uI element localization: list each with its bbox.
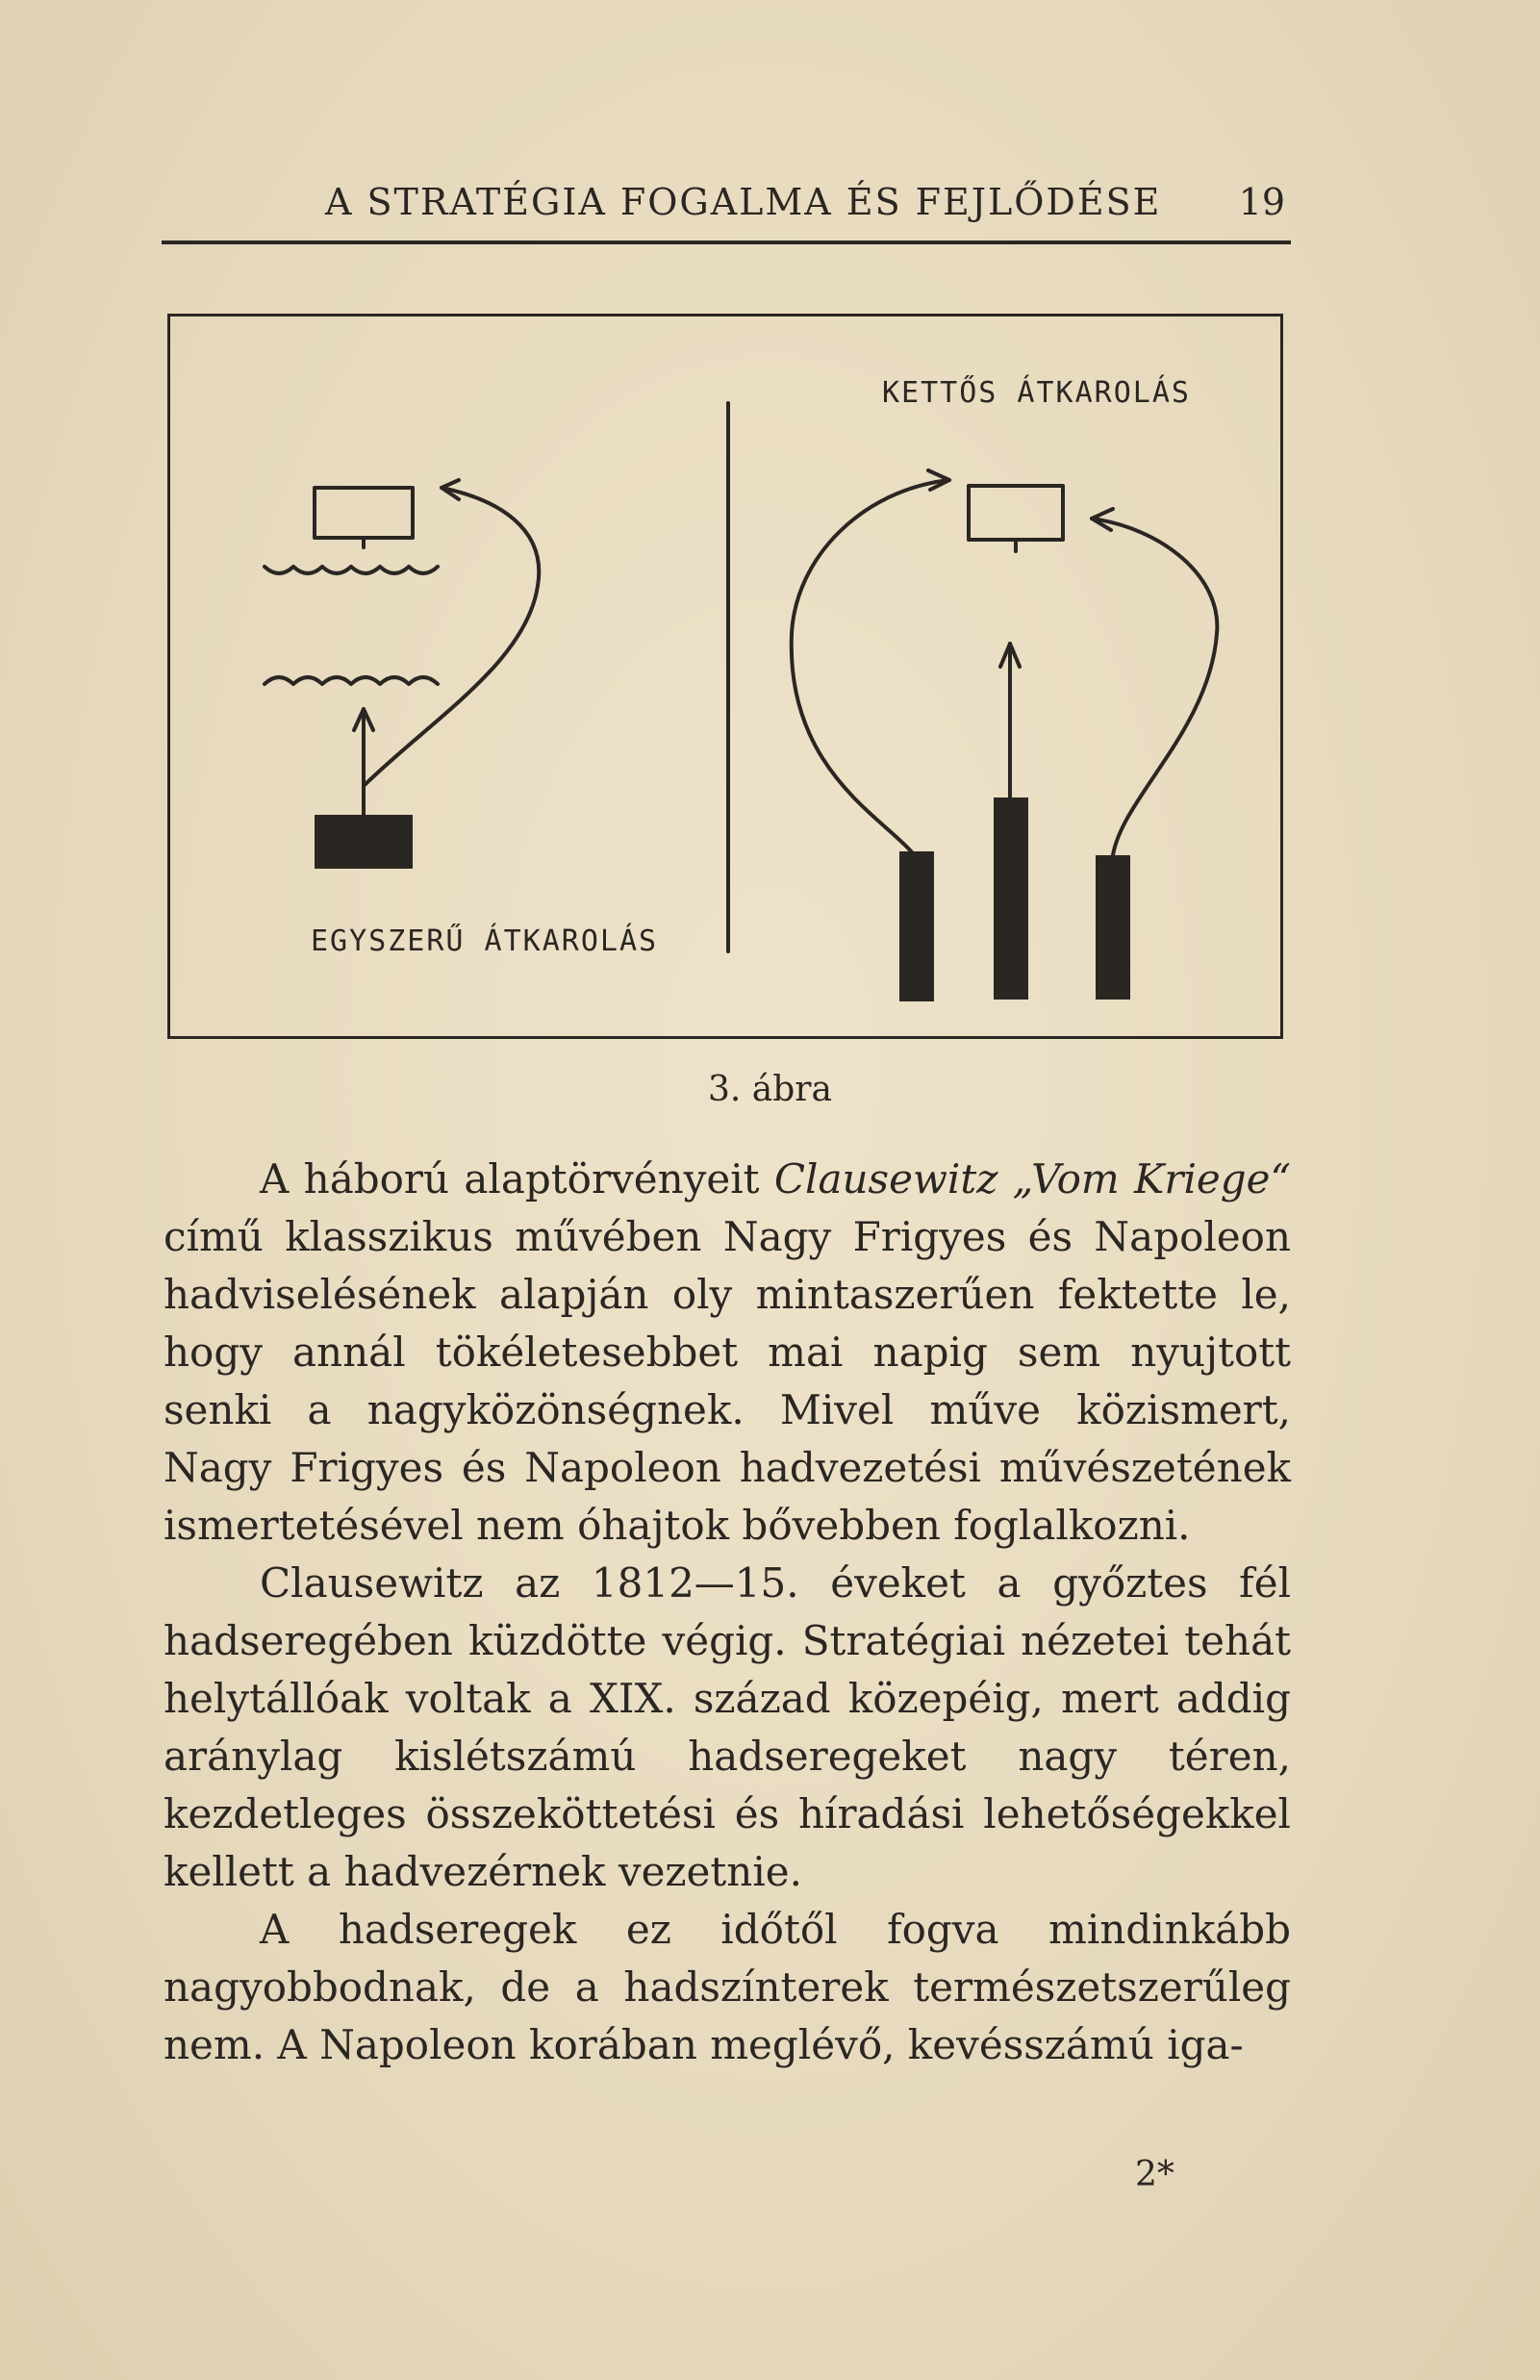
paragraph-3: A hadseregek ez időtől fogva mindinkább nagyobbodnak, de a hadszínterek természetszerűleg nem. A Napoleon korában meglévő, kevésszámú iga- [164, 1906, 1291, 2068]
own-front-line [265, 677, 438, 684]
header-rule [162, 241, 1291, 244]
page-number: 19 [1238, 181, 1285, 223]
running-header [162, 181, 1291, 239]
figure-caption: 3. ábra [708, 1070, 832, 1109]
signature-mark: 2* [1135, 2155, 1174, 2194]
enemy-unit-box [315, 488, 413, 538]
paragraph-2: Clausewitz az 1812—15. éveket a győztes fél hadseregében küzdötte végig. Stratégiai nézetei tehát helytállóak voltak a XIX. század közepéig, mert addig aránylag kislétszámú hadseregeket nagy téren, kezdetleges összeköttetési és híradási lehetőségekkel kellett a hadvezérnek vezetnie. [164, 1559, 1291, 1895]
left-flanking-arrow [792, 480, 949, 853]
right-army-column [1096, 855, 1130, 1000]
enemy-unit-box-right [969, 486, 1063, 540]
figure-3-diagram [167, 314, 1283, 1039]
left-army-column [899, 851, 934, 1001]
paragraph-1-lead: A háború alaptörvényeit [260, 1155, 774, 1203]
own-army-block [315, 815, 413, 869]
enemy-front-line [265, 567, 438, 573]
right-flanking-arrow [1092, 519, 1217, 855]
flanking-arrow [364, 488, 539, 786]
label-double-envelopment: KETTŐS ÁTKAROLÁS [882, 376, 1191, 410]
clausewitz-work-title: Clausewitz „Vom Kriege“ [773, 1155, 1291, 1203]
center-army-column [994, 798, 1028, 1000]
label-simple-envelopment: EGYSZERŰ ÁTKAROLÁS [311, 924, 659, 958]
running-title: A STRATÉGIA FOGALMA ÉS FEJLŐDÉSE [325, 181, 1162, 223]
paragraph-1-rest: című klasszikus művében Nagy Frigyes és Napoleon hadviselésének alapján oly mintaszerűen fektette le, hogy annál tökéletesebbet mai napig sem nyujtott senki a nagyközönségnek. Mivel műve közismert, Nagy Frigyes és Napoleon hadvezetési művészetének ismertetésével nem óhajtok bővebben foglalkozni. [164, 1213, 1291, 1549]
body-text [164, 1151, 1291, 2074]
paragraph-1 [164, 1151, 1291, 1555]
